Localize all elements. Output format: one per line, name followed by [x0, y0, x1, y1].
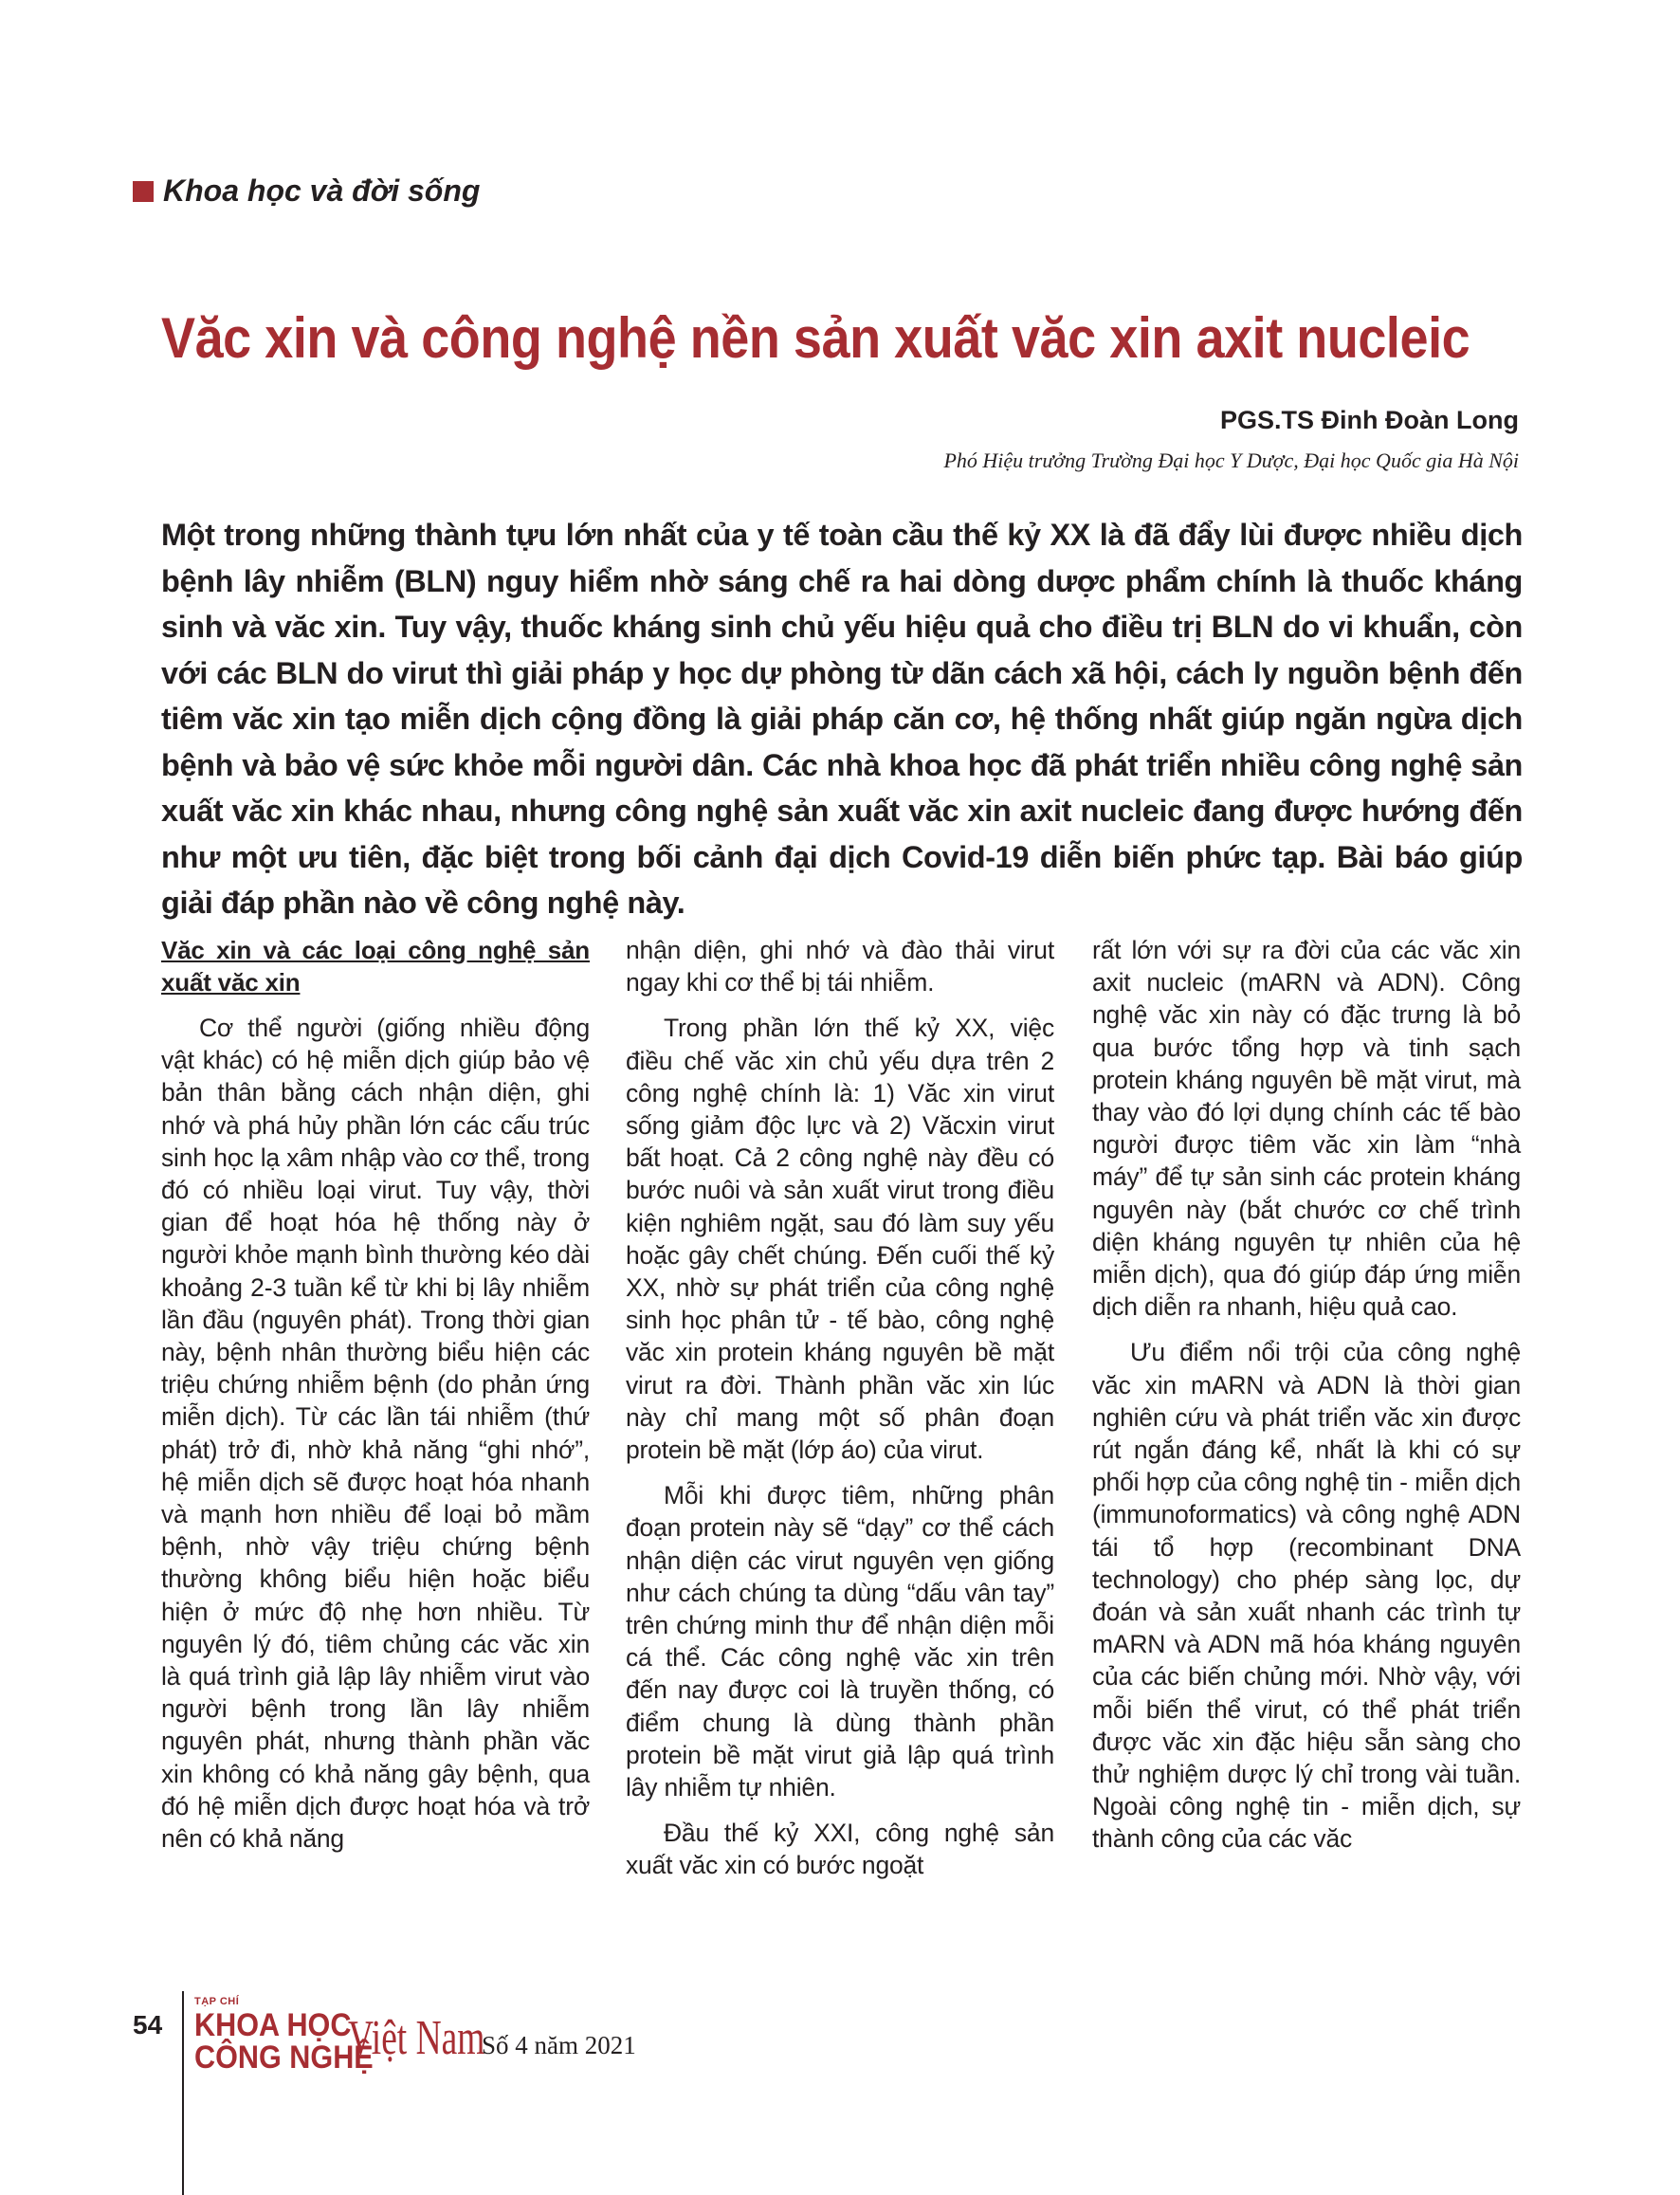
section-label: Khoa học và đời sống [163, 174, 481, 208]
column-3 [1092, 934, 1521, 1869]
section-marker-icon [133, 181, 154, 202]
paragraph: rất lớn với sự ra đời của các văc xin axit nucleic (mARN và ADN). Công nghệ văc xin này có đặc trưng là bỏ qua bước tổng hợp và tinh sạch protein kháng nguyên bề mặt virut, mà thay vào đó lợi dụng chính các tế bào người được tiêm văc xin làm “nhà máy” để tự sản sinh các protein kháng nguyên này (bắt chước cơ chế trình diện kháng nguyên tự nhiên của hệ miễn dịch), qua đó giúp đáp ứng miễn dịch diễn ra nhanh, hiệu quả cao. [1092, 936, 1521, 1322]
column-1 [161, 934, 590, 1868]
author-affiliation: Phó Hiệu trưởng Trường Đại học Y Dược, Đại học Quốc gia Hà Nội [943, 448, 1519, 472]
paragraph: Ưu điểm nổi trội của công nghệ văc xin mARN và ADN là thời gian nghiên cứu và phát triển văc xin được rút ngắn đáng kể, nhất là khi có sự phối hợp của công nghệ tin - miễn dịch (immunoformatics) và công nghệ ADN tái tổ hợp (recombinant DNA technology) cho phép sàng lọc, dự đoán và sản xuất nhanh các trình tự mARN và ADN mã hóa kháng nguyên của các biến chủng mới. Nhờ vậy, với mỗi biến thể virut, có thể phát triển được văc xin đặc hiệu sẵn sàng cho thử nghiệm dược lý chỉ trong vài tuần. Ngoài công nghệ tin - miễn dịch, sự thành công của các văc [1092, 1338, 1521, 1854]
footer-divider [182, 1991, 184, 2195]
paragraph: nhận diện, ghi nhớ và đào thải virut ngay khi cơ thể bị tái nhiễm. [626, 936, 1054, 997]
logo-small-text: TẠP CHÍ [194, 1996, 240, 2007]
page-number: 54 [133, 2010, 163, 2040]
column-2 [626, 934, 1054, 1895]
logo-line-1: KHOA HỌC [194, 2007, 352, 2043]
paragraph: Trong phần lớn thế kỷ XX, việc điều chế văc xin chủ yếu dựa trên 2 công nghệ chính là: 1) Văc xin virut sống giảm độc lực và 2) Văcxin virut bất hoạt. Cả 2 công nghệ này đều có bước nuôi và sản xuất virut trong điều kiện nghiêm ngặt, sau đó làm suy yếu hoặc gây chết chúng. Đến cuối thế kỷ XX, nhờ sự phát triển của công nghệ sinh học phân tử - tế bào, công nghệ văc xin protein kháng nguyên bề mặt virut ra đời. Thành phần văc xin lúc này chỉ mang một số phân đoạn protein bề mặt (lớp áo) của virut. [626, 1014, 1054, 1465]
paragraph: Cơ thể người (giống nhiều động vật khác) có hệ miễn dịch giúp bảo vệ bản thân bằng cách nhận diện, ghi nhớ và phá hủy phần lớn các cấu trúc sinh học lạ xâm nhập vào cơ thể, trong đó có nhiều loại virut. Tuy vậy, thời gian để hoạt hóa hệ thống này ở người khỏe mạnh bình thường kéo dài khoảng 2-3 tuần kể từ khi bị lây nhiễm lần đầu (nguyên phát). Trong thời gian này, bệnh nhân thường biểu hiện các triệu chứng nhiễm bệnh (do phản ứng miễn dịch). Từ các lần tái nhiễm (thứ phát) trở đi, nhờ khả năng “ghi nhớ”, hệ miễn dịch sẽ được hoạt hóa nhanh và mạnh hơn nhiều để loại bỏ mầm bệnh, nhờ vậy triệu chứng bệnh thường không biểu hiện hoặc biểu hiện ở mức độ nhẹ hơn nhiều. Từ nguyên lý đó, tiêm chủng các văc xin là quá trình giả lập lây nhiễm virut vào người bệnh trong lần lây nhiễm nguyên phát, nhưng thành phần văc xin không có khả năng gây bệnh, qua đó hệ miễn dịch được hoạt hóa và trở nên có khả năng [161, 1014, 590, 1854]
author-name: PGS.TS Đinh Đoàn Long [1220, 406, 1519, 434]
section-tag [133, 174, 480, 209]
issue-label: Số 4 năm 2021 [482, 2031, 636, 2059]
paragraph: Mỗi khi được tiêm, những phân đoạn protein này sẽ “dạy” cơ thể cách nhận diện các virut nguyên vẹn giống như cách chúng ta dùng “dấu vân tay” trên chứng minh thư để nhận diện mỗi cá thể. Các công nghệ văc xin trên đến nay được coi là truyền thống, có điểm chung là dùng thành phần protein bề mặt virut giả lập quá trình lây nhiễm tự nhiên. [626, 1481, 1054, 1802]
paragraph: Đầu thế kỷ XXI, công nghệ sản xuất văc xin có bước ngoặt [626, 1819, 1054, 1880]
article-title: Văc xin và công nghệ nền sản xuất văc xin axit nucleic [161, 306, 1470, 370]
logo-line-2: CÔNG NGHỆ [194, 2040, 374, 2076]
lead-paragraph: Một trong những thành tựu lớn nhất của y tế toàn cầu thế kỷ XX là đã đẩy lùi được nhiều dịch bệnh lây nhiễm (BLN) nguy hiểm nhờ sáng chế ra hai dòng dược phẩm chính là thuốc kháng sinh và văc xin. Tuy vậy, thuốc kháng sinh chủ yếu hiệu quả cho điều trị BLN do vi khuẩn, còn với các BLN do virut thì giải pháp y học dự phòng từ dãn cách xã hội, cách ly nguồn bệnh đến tiêm văc xin tạo miễn dịch cộng đồng là giải pháp căn cơ, hệ thống nhất giúp ngăn ngừa dịch bệnh và bảo vệ sức khỏe mỗi người dân. Các nhà khoa học đã phát triển nhiều công nghệ sản xuất văc xin khác nhau, nhưng công nghệ sản xuất văc xin axit nucleic đang được hướng đến như một ưu tiên, đặc biệt trong bối cảnh đại dịch Covid-19 diễn biến phức tạp. Bài báo giúp giải đáp phần nào về công nghệ này. [161, 518, 1523, 920]
subheading: Văc xin và các loại công nghệ sản xuất văc xin [161, 936, 590, 997]
logo-vietnam-script: Việt Nam [348, 2011, 485, 2065]
